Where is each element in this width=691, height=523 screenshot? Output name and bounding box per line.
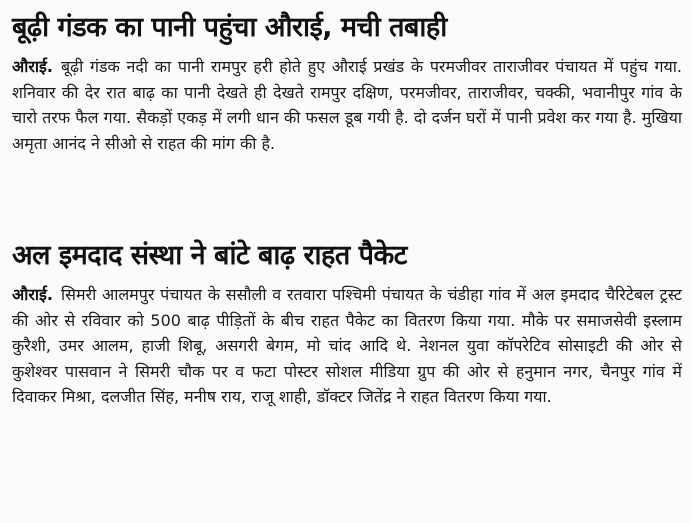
- article-headline: बूढ़ी गंडक का पानी पहुंचा औराई, मची तबाही: [12, 12, 447, 43]
- article-headline: अल इमदाद संस्था ने बांटे बाढ़ राहत पैकेट: [12, 240, 407, 271]
- cropped-next-headline: [14, 513, 674, 523]
- article-text: सिमरी आलमपुर पंचायत के ससौली व रतवारा पश्चिमी पंचायत के चंडीहा गांव में अल इमदाद चैरिटेबल ट्रस्ट की ओर से रविवार को 500 बाढ़ पीड़ितों के बीच राहत पैकेट का वितरण किया गया. मौके पर समाजसेवी इस्लाम कुरैशी, उमर आलम, हाजी शिबू, असगरी बेगम, मो चांद आदि थे. नेशनल युवा कॉपरेटिव सोसाइटी की ओर से कुशेश्वर पासवान ने सिमरी चौक पर व फटा पोस्टर सोशल मीडिया ग्रुप की ओर से हनुमान नगर, चैनपुर गांव में दिवाकर मिश्रा, दलजीत सिंह, मनीष राय, राजू शाही, डॉक्टर जितेंद्र ने राहत वितरण किया गया.: [12, 285, 682, 406]
- article-dateline: औराई.: [12, 285, 53, 304]
- article-relief-news: [12, 238, 682, 410]
- article-text: बूढ़ी गंडक नदी का पानी रामपुर हरी होते हुए औराई प्रखंड के परमजीवर ताराजीवर पंचायत में पहुंच गया. शनिवार की देर रात बाढ़ का पानी देखते ही देखते रामपुर दक्षिण, परमजीवर, ताराजीवर, चक्की, भवानीपुर गांव के चारो तरफ फैल गया. सैकड़ों एकड़ में लगी धान की फसल डूब गयी है. दो दर्जन घरों में पानी प्रवेश कर गया है. मुखिया अमृता आनंद ने सीओ से राहत की मांग की है.: [12, 57, 682, 153]
- article-body: [12, 282, 682, 410]
- article-flood-news: [12, 10, 682, 156]
- article-dateline: औराई.: [12, 57, 53, 76]
- article-body: [12, 54, 682, 156]
